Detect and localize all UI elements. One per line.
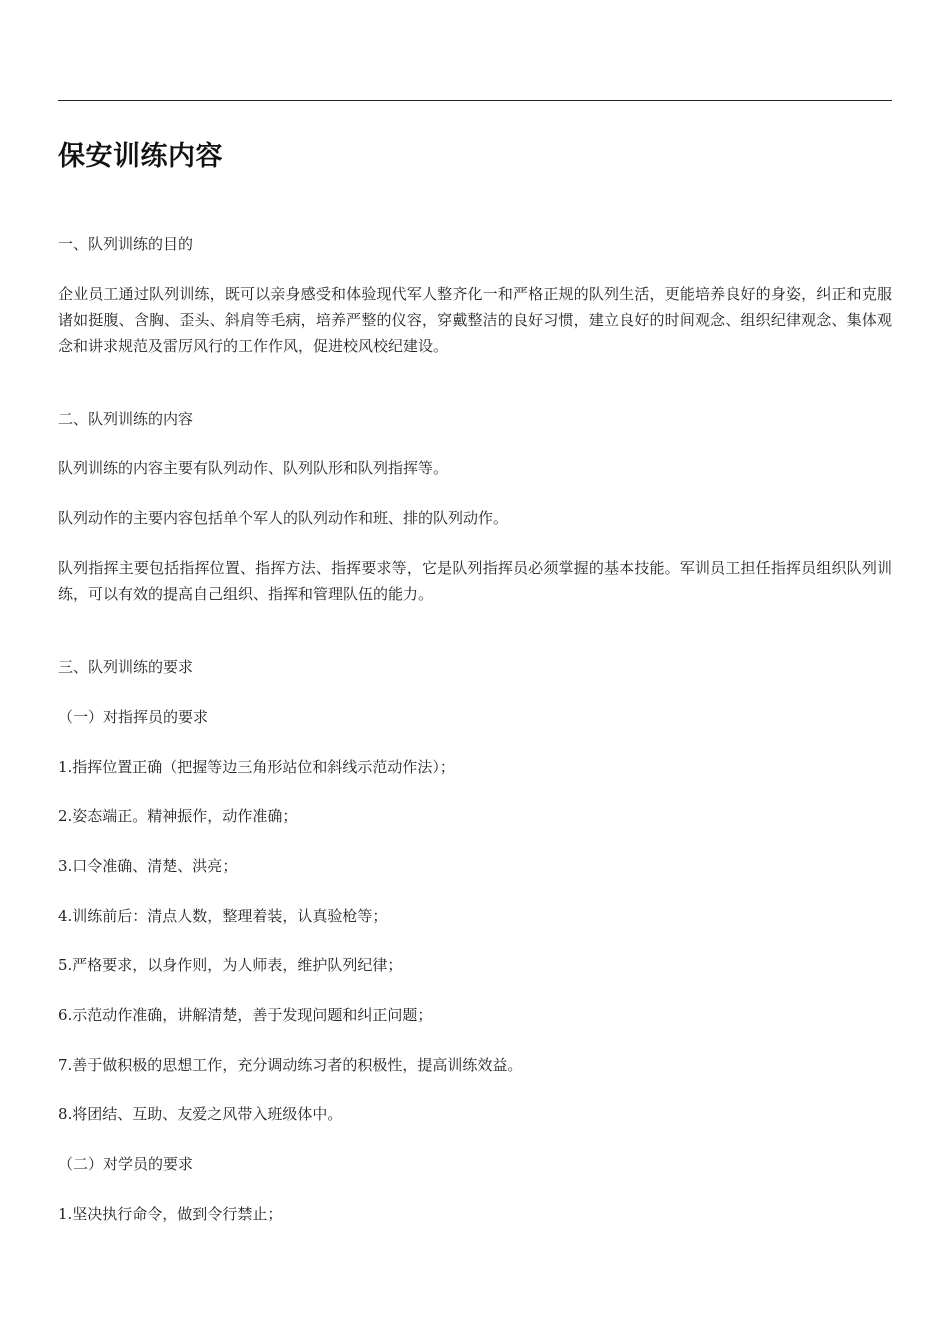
section-heading-2: 二、队列训练的内容	[58, 410, 194, 428]
list-item: 2.姿态端正。精神振作，动作准确；	[58, 807, 298, 825]
section-heading-3: 三、队列训练的要求	[58, 658, 194, 676]
list-item: 1.指挥位置正确（把握等边三角形站位和斜线示范动作法）；	[58, 758, 455, 776]
paragraph-purpose: 企业员工通过队列训练，既可以亲身感受和体验现代军人整齐化一和严格正规的队列生活，更能培养良好的身姿，纠正和克服诸如挺腹、含胸、歪头、斜肩等毛病，培养严整的仪容，穿戴整洁的良好习惯，建立良好的时间观念、组织纪律观念、集体观念和讲求规范及雷厉风行的工作作风，促进校风校纪建设。	[58, 285, 892, 355]
header-rule	[58, 100, 892, 101]
list-item: 6.示范动作准确，讲解清楚，善于发现问题和纠正问题；	[58, 1006, 433, 1024]
list-item: 7.善于做积极的思想工作，充分调动练习者的积极性，提高训练效益。	[58, 1056, 523, 1074]
paragraph-content-overview: 队列训练的内容主要有队列动作、队列队形和队列指挥等。	[58, 459, 449, 477]
list-item: 8.将团结、互助、友爱之风带入班级体中。	[58, 1105, 343, 1123]
paragraph-drill-command: 队列指挥主要包括指挥位置、指挥方法、指挥要求等，它是队列指挥员必须掌握的基本技能。军训员工担任指挥员组织队列训练，可以有效的提高自己组织、指挥和管理队伍的能力。	[58, 559, 892, 603]
paragraph-drill-actions: 队列动作的主要内容包括单个军人的队列动作和班、排的队列动作。	[58, 509, 509, 527]
list-item: 3.口令准确、清楚、洪亮；	[58, 857, 238, 875]
subsection-heading-trainee: （二）对学员的要求	[58, 1155, 194, 1173]
list-item: 1.坚决执行命令，做到令行禁止；	[58, 1205, 283, 1223]
list-item: 4.训练前后：清点人数，整理着装，认真验枪等；	[58, 907, 388, 925]
subsection-heading-commander: （一）对指挥员的要求	[58, 708, 209, 726]
list-item: 5.严格要求，以身作则，为人师表，维护队列纪律；	[58, 956, 403, 974]
document-title: 保安训练内容	[58, 141, 223, 172]
section-heading-1: 一、队列训练的目的	[58, 235, 194, 253]
